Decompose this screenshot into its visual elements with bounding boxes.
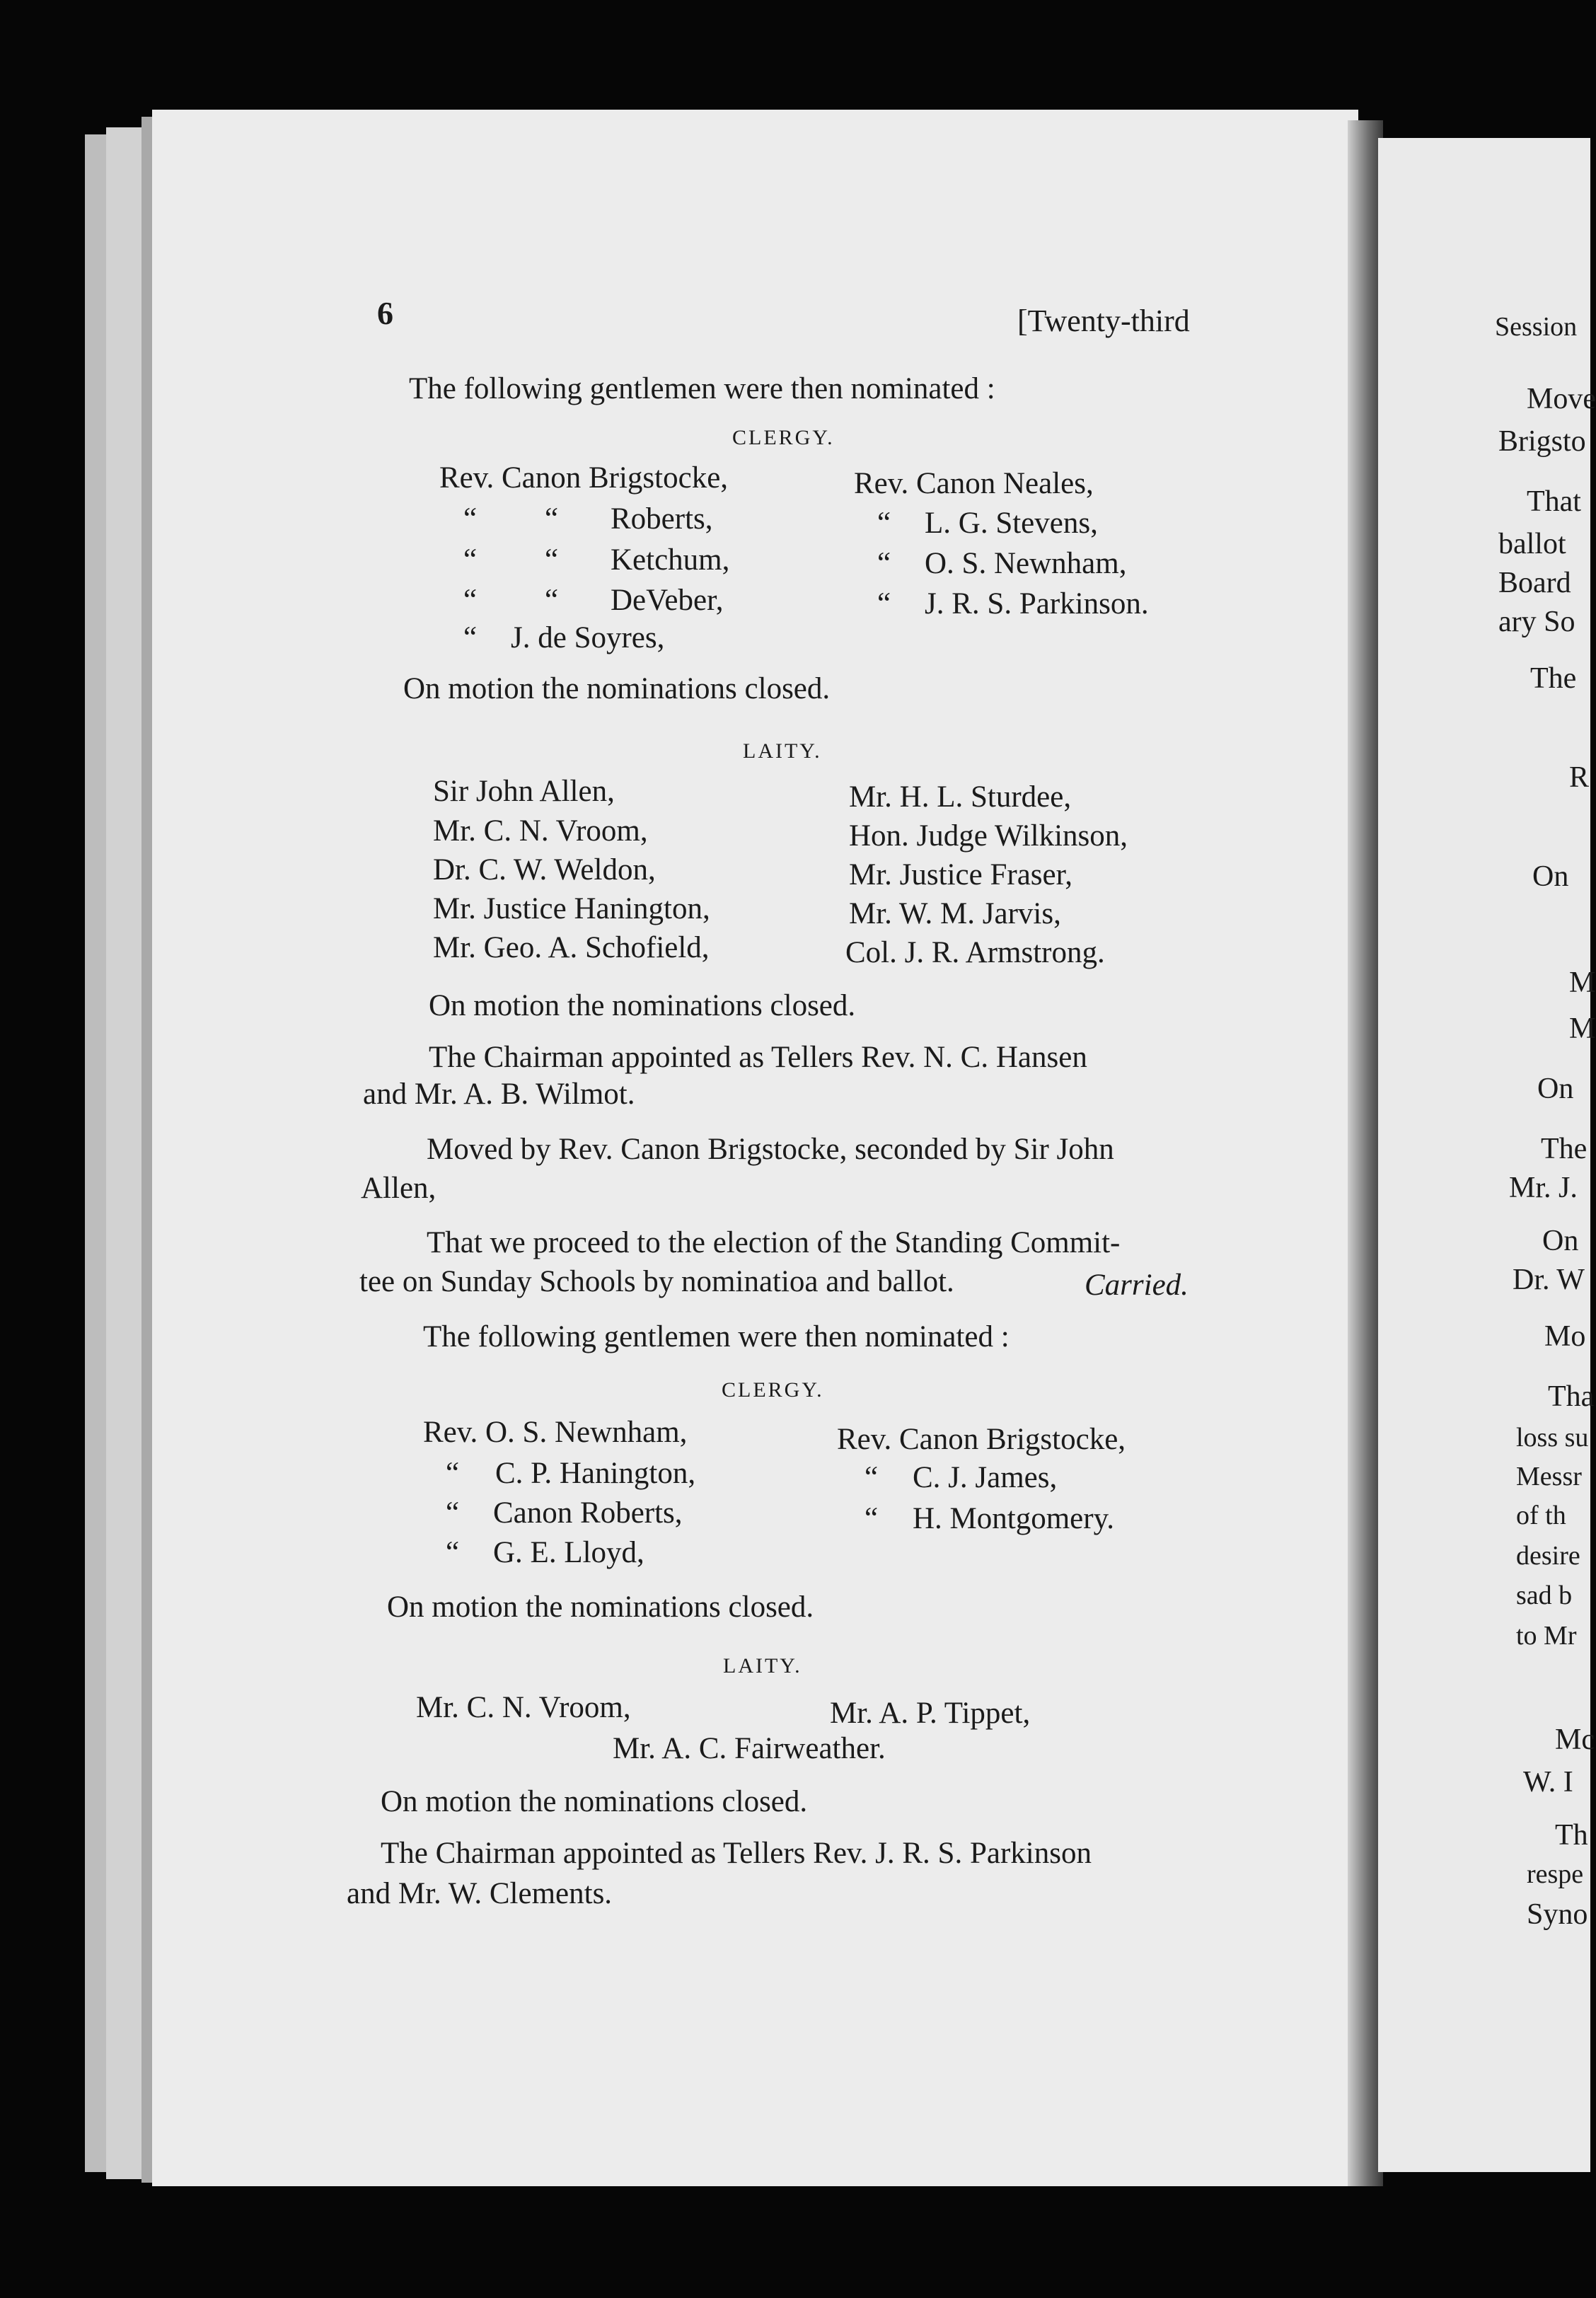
right-fragment: Dr. W — [1513, 1264, 1585, 1296]
laity2-1-right: Mr. A. P. Tippet, — [830, 1697, 1031, 1730]
right-fragment: R — [1569, 761, 1590, 794]
right-fragment: loss su — [1516, 1423, 1589, 1453]
tellers-2-line-b: and Mr. W. Clements. — [347, 1877, 613, 1910]
right-fragment: sad b — [1516, 1581, 1573, 1610]
resolution-line-a: That we proceed to the election of the Standing Commit- — [427, 1226, 1121, 1259]
clergy-2-left: Roberts, — [611, 502, 713, 536]
ditto-mark: “ — [877, 547, 891, 580]
laity-1-right: Mr. H. L. Sturdee, — [849, 780, 1072, 814]
right-fragment: On — [1542, 1225, 1579, 1257]
laity-1-left: Sir John Allen, — [433, 775, 615, 808]
right-fragment: M — [1569, 1012, 1596, 1045]
right-fragment: Tha — [1548, 1380, 1595, 1413]
laity-heading-2: LAITY. — [723, 1654, 802, 1678]
intro-line-1: The following gentlemen were then nominated : — [409, 372, 995, 405]
tellers-1-line-a: The Chairman appointed as Tellers Rev. N. C. Hansen — [429, 1041, 1087, 1074]
clergy2-4-left: G. E. Lloyd, — [493, 1536, 644, 1569]
clergy-3-right: O. S. Newnham, — [925, 547, 1127, 580]
laity-2-left: Mr. C. N. Vroom, — [433, 814, 648, 848]
nominations-closed-3: On motion the nominations closed. — [387, 1590, 814, 1624]
tellers-2-line-a: The Chairman appointed as Tellers Rev. J. R. S. Parkinson — [381, 1837, 1092, 1870]
clergy-2-right: L. G. Stevens, — [925, 507, 1098, 540]
clergy-5-left: J. de Soyres, — [511, 621, 665, 654]
right-fragment: Mc — [1555, 1724, 1595, 1756]
ditto-mark: “ — [545, 543, 559, 577]
right-fragment: The — [1530, 662, 1577, 695]
carried-label: Carried. — [1085, 1269, 1189, 1302]
right-page — [1378, 138, 1596, 2172]
right-fragment: Brigsto — [1498, 425, 1586, 458]
nominations-closed-4: On motion the nominations closed. — [381, 1785, 808, 1818]
clergy-1-left: Rev. Canon Brigstocke, — [439, 461, 729, 495]
right-fragment: ary So — [1498, 606, 1575, 638]
clergy-3-left: Ketchum, — [611, 543, 730, 577]
right-fragment: That — [1527, 485, 1581, 518]
right-fragment: Move — [1527, 383, 1596, 415]
clergy-1-right: Rev. Canon Neales, — [854, 467, 1094, 500]
laity-5-right: Col. J. R. Armstrong. — [845, 936, 1105, 969]
right-fragment: Mo — [1544, 1320, 1586, 1353]
laity-3-right: Mr. Justice Fraser, — [849, 858, 1072, 891]
clergy-4-right: J. R. S. Parkinson. — [925, 587, 1149, 620]
ditto-mark: “ — [463, 621, 478, 654]
clergy-heading-1: CLERGY. — [732, 426, 835, 449]
nominations-closed-2: On motion the nominations closed. — [429, 989, 856, 1022]
clergy2-2-right: C. J. James, — [913, 1461, 1058, 1494]
intro-line-2: The following gentlemen were then nominated : — [423, 1320, 1010, 1353]
right-fragment: M — [1569, 966, 1596, 999]
clergy2-1-left: Rev. O. S. Newnham, — [423, 1416, 688, 1449]
right-fragment: Session — [1495, 312, 1578, 342]
page-number: 6 — [377, 295, 393, 331]
ditto-mark: “ — [545, 502, 559, 536]
laity-4-left: Mr. Justice Hanington, — [433, 892, 710, 925]
ditto-mark: “ — [865, 1502, 879, 1535]
right-fragment: Messr — [1516, 1462, 1582, 1491]
laity-3-left: Dr. C. W. Weldon, — [433, 853, 656, 887]
tellers-1-line-b: and Mr. A. B. Wilmot. — [363, 1078, 635, 1111]
right-fragment: Th — [1555, 1819, 1588, 1852]
laity-2-right: Hon. Judge Wilkinson, — [849, 819, 1128, 853]
motion-line-b: Allen, — [361, 1172, 436, 1205]
clergy2-2-left: C. P. Hanington, — [495, 1457, 696, 1490]
right-fragment: On — [1532, 860, 1569, 893]
clergy-4-left: DeVeber, — [611, 584, 724, 617]
laity-4-right: Mr. W. M. Jarvis, — [849, 897, 1061, 930]
ditto-mark: “ — [446, 1496, 460, 1530]
laity2-2-center: Mr. A. C. Fairweather. — [613, 1732, 886, 1765]
right-fragment: respe — [1527, 1859, 1584, 1889]
clergy2-3-left: Canon Roberts, — [493, 1496, 683, 1530]
right-fragment: Board — [1498, 567, 1571, 599]
right-fragment: Syno — [1527, 1898, 1588, 1931]
right-fragment: ballot — [1498, 528, 1566, 560]
ditto-mark: “ — [446, 1536, 460, 1569]
laity-5-left: Mr. Geo. A. Schofield, — [433, 931, 710, 964]
right-fragment: desire — [1516, 1541, 1580, 1571]
ditto-mark: “ — [545, 584, 559, 617]
ditto-mark: “ — [463, 584, 478, 617]
ditto-mark: “ — [865, 1461, 879, 1494]
clergy2-1-right: Rev. Canon Brigstocke, — [837, 1423, 1126, 1456]
nominations-closed-1: On motion the nominations closed. — [403, 672, 831, 705]
right-fragment: Mr. J. — [1509, 1172, 1578, 1204]
ditto-mark: “ — [463, 502, 478, 536]
motion-line-a: Moved by Rev. Canon Brigstocke, seconded by Sir John — [427, 1133, 1114, 1166]
ditto-mark: “ — [877, 507, 891, 540]
right-fragment: On — [1537, 1073, 1574, 1105]
ditto-mark: “ — [463, 543, 478, 577]
right-fragment: of th — [1516, 1501, 1566, 1530]
right-fragment: to Mr — [1516, 1621, 1577, 1651]
ditto-mark: “ — [877, 587, 891, 620]
laity-heading-1: LAITY. — [743, 739, 822, 763]
resolution-line-b: tee on Sunday Schools by nominatioa and ballot. — [359, 1265, 954, 1298]
running-head: [Twenty-third — [1017, 304, 1190, 338]
right-fragment: The — [1541, 1133, 1588, 1165]
right-fragment: W. I — [1523, 1766, 1573, 1798]
clergy2-3-right: H. Montgomery. — [913, 1502, 1115, 1535]
laity2-1-left: Mr. C. N. Vroom, — [416, 1691, 631, 1724]
clergy-heading-2: CLERGY. — [722, 1378, 824, 1402]
ditto-mark: “ — [446, 1457, 460, 1490]
